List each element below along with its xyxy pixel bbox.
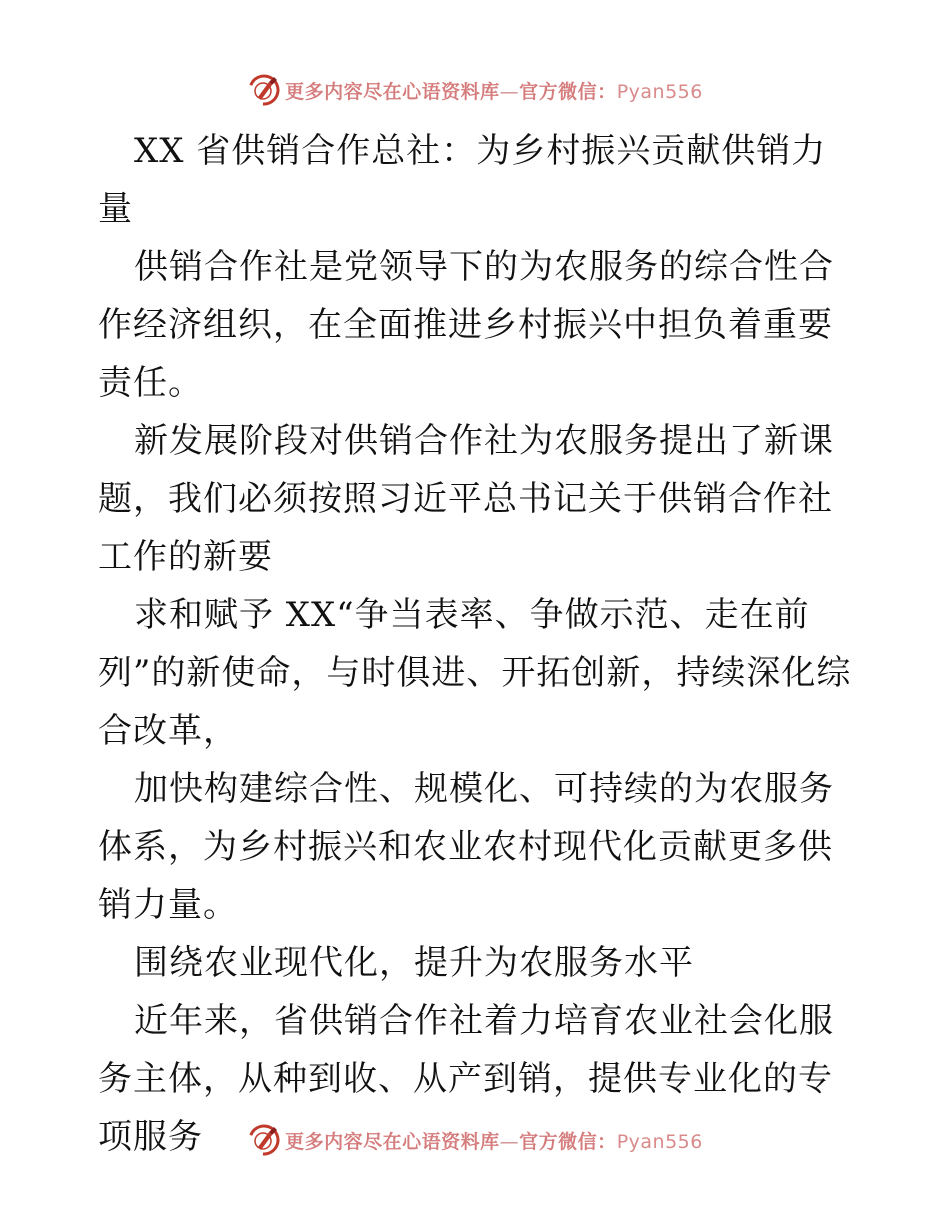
watermark-label: 官方微信： xyxy=(519,1130,617,1153)
paragraph-4: 加快构建综合性、规模化、可持续的为农服务体系，为乡村振兴和农业农村现代化贡献更多供销力量。 xyxy=(98,769,834,925)
watermark-account: Pyan556 xyxy=(616,80,703,103)
watermark-account: Pyan556 xyxy=(616,1130,703,1153)
watermark-text xyxy=(285,1127,703,1154)
pen-nib-logo-icon xyxy=(247,1123,281,1157)
paragraph-3: 求和赋予 XX“争当表率、争做示范、走在前列”的新使命，与时俱进、开拓创新，持续深化综合改革， xyxy=(98,595,852,751)
paragraph-2: 新发展阶段对供销合作社为农服务提出了新课题，我们必须按照习近平总书记关于供销合作社工作的新要 xyxy=(98,421,834,577)
watermark-separator: — xyxy=(499,80,520,103)
paragraph-1: 供销合作社是党领导下的为农服务的综合性合作经济组织，在全面推进乡村振兴中担负着重要责任。 xyxy=(98,247,834,403)
pen-nib-logo-icon xyxy=(247,73,281,107)
watermark-separator: — xyxy=(499,1130,520,1153)
header-watermark xyxy=(0,70,950,110)
watermark-text-cn: 更多内容尽在心语资料库 xyxy=(285,80,500,103)
watermark-text xyxy=(285,77,703,104)
watermark-text-cn: 更多内容尽在心语资料库 xyxy=(285,1130,500,1153)
section-heading: 围绕农业现代化，提升为农服务水平 xyxy=(134,943,694,983)
watermark-label: 官方微信： xyxy=(519,80,617,103)
paragraph-5: 近年来，省供销合作社着力培育农业社会化服务主体，从种到收、从产到销，提供专业化的专项服务 xyxy=(98,1001,834,1157)
document-body xyxy=(98,122,858,1166)
footer-watermark xyxy=(0,1120,950,1160)
document-title: XX 省供销合作总社：为乡村振兴贡献供销力量 xyxy=(98,131,827,229)
